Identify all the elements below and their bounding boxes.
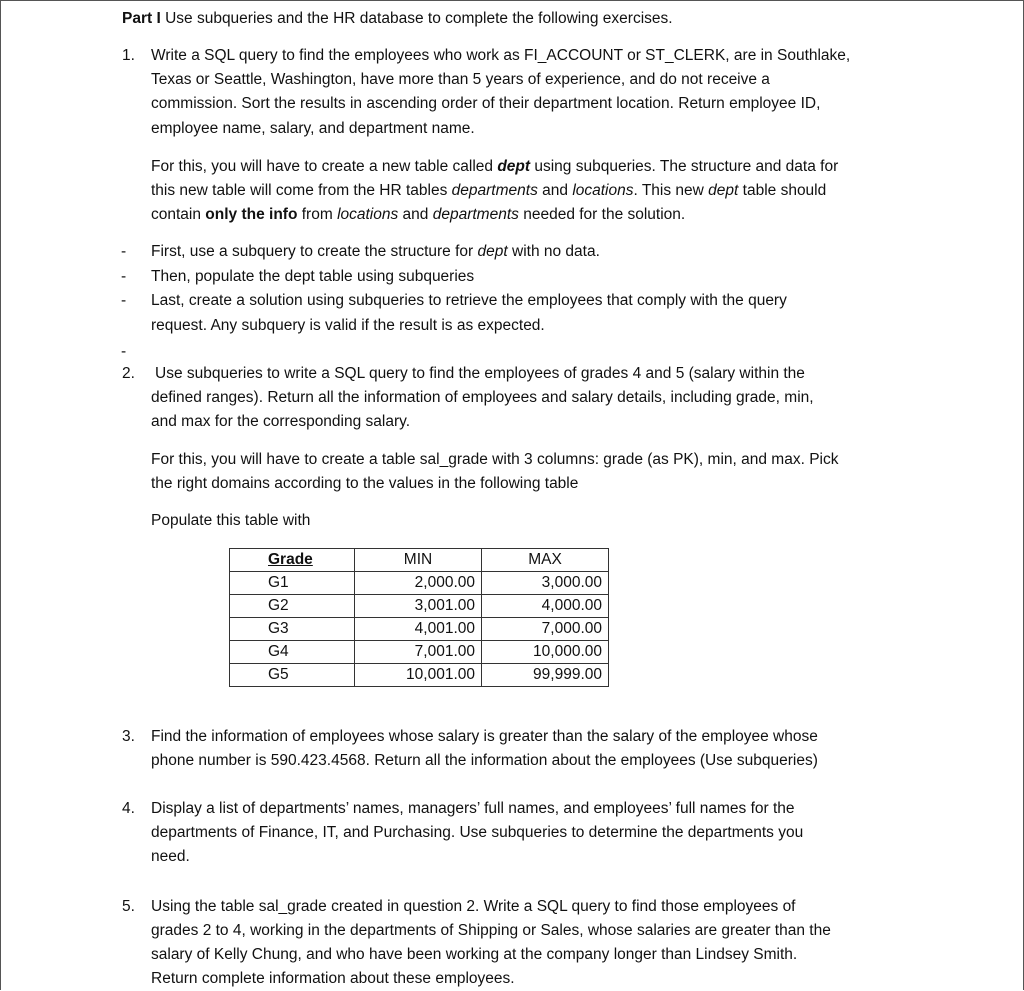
text-run: First, use a subquery to create the structure for [151, 243, 478, 260]
cell-max: 4,000.00 [482, 595, 609, 618]
cell-min: 3,001.00 [355, 595, 482, 618]
q1-para2-line-1 [151, 155, 838, 179]
salary-grade-table [229, 548, 609, 687]
q4-line-1: Display a list of departments’ names, managers’ full names, and employees’ full names for the [151, 800, 795, 817]
column-header-min: MIN [355, 549, 482, 572]
q4-number: 4. [122, 800, 135, 817]
q1-line-1: Write a SQL query to find the employees who work as FI_ACCOUNT or ST_CLERK, are in Southlake, [151, 47, 851, 64]
q5-line-2: grades 2 to 4, working in the departments of Shipping or Sales, whose salaries are greater than the [151, 922, 831, 939]
cell-max: 7,000.00 [482, 618, 609, 641]
q2-para2-line-1: For this, you will have to create a table sal_grade with 3 columns: grade (as PK), min, and max. Pick [151, 451, 839, 468]
bullet-dash: - [121, 243, 127, 260]
part-heading [122, 7, 673, 31]
text-run: contain [151, 206, 206, 223]
table-row [230, 618, 609, 641]
cell-grade: G2 [230, 595, 355, 618]
bullet-dash: - [121, 292, 127, 309]
q4-line-3: need. [151, 848, 190, 865]
q2-line-2: defined ranges). Return all the information of employees and salary details, including grade, min, [151, 389, 814, 406]
cell-min: 10,001.00 [355, 664, 482, 687]
q2-populate-text: Populate this table with [151, 512, 311, 529]
q1-bullet-3-line-1: Last, create a solution using subqueries to retrieve the employees that comply with the query [151, 292, 787, 309]
text-run: with no data. [507, 243, 600, 260]
q2-line-3: and max for the corresponding salary. [151, 413, 411, 430]
table-row [230, 572, 609, 595]
text-run: using subqueries. The structure and data for [530, 158, 839, 175]
text-run: . This new [633, 182, 709, 199]
text-run-emph: departments [432, 206, 519, 223]
cell-max: 99,999.00 [482, 664, 609, 687]
q3-line-2: phone number is 590.423.4568. Return all the information about the employees (Use subqueries) [151, 752, 818, 769]
text-run: and [537, 182, 573, 199]
q2-para2-line-2: the right domains according to the values in the following table [151, 475, 579, 492]
part-label: Part I [122, 10, 161, 27]
q2-line-1: Use subqueries to write a SQL query to find the employees of grades 4 and 5 (salary within the [155, 365, 805, 382]
text-run-emph: only the info [205, 206, 298, 223]
q1-bullet-3-line-2: request. Any subquery is valid if the result is as expected. [151, 317, 545, 334]
text-run: this new table will come from the HR tables [151, 182, 452, 199]
q4-line-2: departments of Finance, IT, and Purchasing. Use subqueries to determine the departments you [151, 824, 804, 841]
q5-number: 5. [122, 898, 135, 915]
cell-min: 4,001.00 [355, 618, 482, 641]
q5-line-1: Using the table sal_grade created in question 2. Write a SQL query to find those employees of [151, 898, 796, 915]
cell-min: 2,000.00 [355, 572, 482, 595]
cell-grade: G4 [230, 641, 355, 664]
text-run: from [297, 206, 338, 223]
text-run: needed for the solution. [518, 206, 686, 223]
bullet-dash: - [121, 268, 127, 285]
part-intro: Use subqueries and the HR database to complete the following exercises. [165, 10, 673, 27]
text-run-emph: dept [477, 243, 508, 260]
q3-number: 3. [122, 728, 135, 745]
q1-para2-line-3 [151, 203, 685, 227]
q1-bullet-2: Then, populate the dept table using subqueries [151, 268, 475, 285]
text-run-emph: dept [497, 158, 531, 175]
cell-max: 3,000.00 [482, 572, 609, 595]
cell-max: 10,000.00 [482, 641, 609, 664]
table-row [230, 641, 609, 664]
text-run-emph: locations [337, 206, 399, 223]
q1-line-4: employee name, salary, and department name. [151, 120, 475, 137]
q3-line-1: Find the information of employees whose salary is greater than the salary of the employee whose [151, 728, 818, 745]
table-row [230, 664, 609, 687]
q5-line-4: Return complete information about these employees. [151, 970, 515, 987]
column-header-max: MAX [482, 549, 609, 572]
bullet-dash: - [121, 343, 127, 360]
text-run: and [398, 206, 433, 223]
cell-grade: G3 [230, 618, 355, 641]
table-header-row [230, 549, 609, 572]
table-row [230, 595, 609, 618]
q1-line-2: Texas or Seattle, Washington, have more than 5 years of experience, and do not receive a [151, 71, 770, 88]
text-run: table should [738, 182, 827, 199]
text-run-emph: departments [451, 182, 538, 199]
q1-bullet-1 [151, 240, 600, 264]
q2-number: 2. [122, 365, 135, 382]
cell-grade: G5 [230, 664, 355, 687]
q5-line-3: salary of Kelly Chung, and who have been working at the company longer than Lindsey Smith. [151, 946, 798, 963]
text-run: For this, you will have to create a new table called [151, 158, 498, 175]
q1-para2-line-2 [151, 179, 826, 203]
q1-line-3: commission. Sort the results in ascending order of their department location. Return employee ID, [151, 95, 821, 112]
cell-min: 7,001.00 [355, 641, 482, 664]
column-header-grade: Grade [230, 549, 355, 572]
text-run-emph: locations [572, 182, 634, 199]
cell-grade: G1 [230, 572, 355, 595]
text-run-emph: dept [708, 182, 739, 199]
q1-number: 1. [122, 47, 135, 64]
